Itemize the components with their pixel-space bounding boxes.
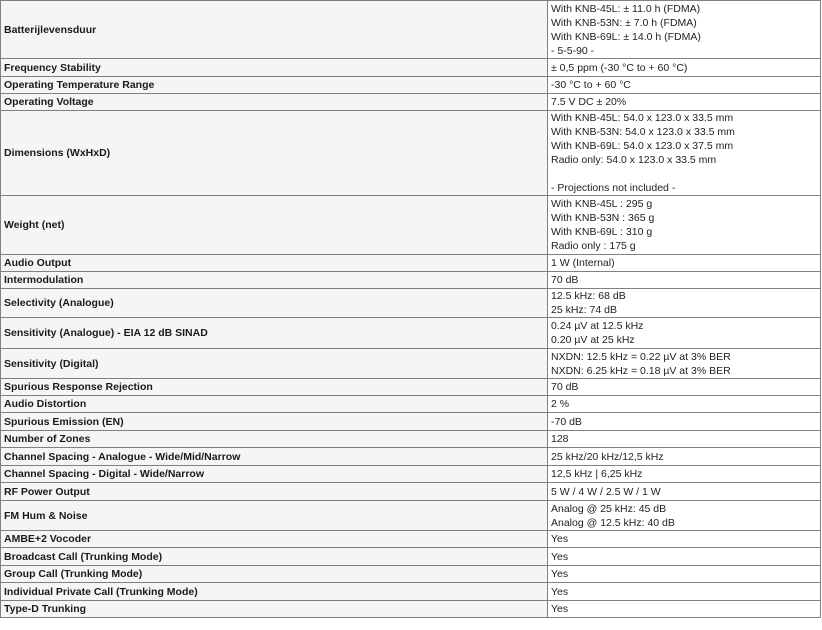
spec-row bbox=[1, 501, 821, 531]
spec-value-line: - Projections not included - bbox=[551, 182, 676, 194]
spec-value-line: ± 0,5 ppm (-30 °C to + 60 °C) bbox=[551, 61, 688, 74]
spec-value bbox=[548, 1, 821, 59]
spec-row bbox=[1, 531, 821, 548]
spec-value-line: 25 kHz: 74 dB bbox=[551, 304, 617, 316]
spec-label: Spurious Emission (EN) bbox=[1, 413, 548, 431]
spec-label: Dimensions (WxHxD) bbox=[1, 111, 548, 196]
spec-value-line: 25 kHz/20 kHz/12,5 kHz bbox=[551, 450, 664, 463]
spec-value-line: Yes bbox=[551, 550, 569, 563]
spec-label: RF Power Output bbox=[1, 483, 548, 501]
spec-value-line: - 5-5-90 - bbox=[551, 44, 595, 57]
spec-value-line: NXDN: 6.25 kHz = 0.18 µV at 3% BER bbox=[551, 364, 731, 377]
spec-value bbox=[548, 396, 821, 413]
spec-value bbox=[548, 196, 821, 255]
spec-row bbox=[1, 1, 821, 59]
spec-row bbox=[1, 94, 821, 111]
spec-row bbox=[1, 566, 821, 583]
spec-label: Group Call (Trunking Mode) bbox=[1, 566, 548, 583]
spec-row bbox=[1, 483, 821, 501]
spec-row bbox=[1, 349, 821, 379]
spec-label: Selectivity (Analogue) bbox=[1, 289, 548, 318]
spec-value-line: With KNB-53N: 54.0 x 123.0 x 33.5 mm bbox=[551, 126, 735, 138]
spec-value-line: With KNB-69L: ± 14.0 h (FDMA) bbox=[551, 30, 701, 43]
spec-value bbox=[548, 548, 821, 566]
spec-row bbox=[1, 466, 821, 483]
spec-value-line: Radio only: 54.0 x 123.0 x 33.5 mm bbox=[551, 154, 717, 166]
spec-value-line: 70 dB bbox=[551, 274, 579, 286]
spec-label: Operating Voltage bbox=[1, 94, 548, 111]
spec-label: Frequency Stability bbox=[1, 59, 548, 77]
spec-value bbox=[548, 483, 821, 501]
spec-row bbox=[1, 548, 821, 566]
spec-value-line: 70 dB bbox=[551, 381, 579, 393]
spec-row bbox=[1, 196, 821, 255]
spec-value bbox=[548, 466, 821, 483]
spec-value bbox=[548, 583, 821, 601]
spec-row bbox=[1, 379, 821, 396]
spec-value-line: -30 °C to + 60 °C bbox=[551, 79, 631, 91]
spec-row bbox=[1, 396, 821, 413]
spec-value-line: Yes bbox=[551, 603, 569, 615]
spec-row bbox=[1, 431, 821, 448]
spec-value-line: 0.24 µV at 12.5 kHz bbox=[551, 320, 644, 332]
spec-value-line: Analog @ 25 kHz: 45 dB bbox=[551, 502, 667, 515]
spec-value-line: Radio only : 175 g bbox=[551, 240, 636, 252]
spec-value-line: Yes bbox=[551, 585, 569, 598]
spec-row bbox=[1, 111, 821, 196]
spec-label: Sensitivity (Digital) bbox=[1, 349, 548, 379]
spec-value-line: -70 dB bbox=[551, 415, 582, 428]
spec-row bbox=[1, 448, 821, 466]
spec-value-line: NXDN: 12.5 kHz = 0.22 µV at 3% BER bbox=[551, 350, 731, 363]
spec-row bbox=[1, 77, 821, 94]
spec-value-line: 7.5 V DC ± 20% bbox=[551, 96, 627, 108]
spec-label: Number of Zones bbox=[1, 431, 548, 448]
spec-value bbox=[548, 59, 821, 77]
spec-value bbox=[548, 318, 821, 349]
spec-value-line: 128 bbox=[551, 433, 569, 445]
spec-row bbox=[1, 59, 821, 77]
spec-value bbox=[548, 289, 821, 318]
spec-label: FM Hum & Noise bbox=[1, 501, 548, 531]
spec-value-line: With KNB-69L : 310 g bbox=[551, 226, 653, 238]
spec-row bbox=[1, 318, 821, 349]
spec-value-line: 0.20 µV at 25 kHz bbox=[551, 334, 635, 346]
spec-value bbox=[548, 111, 821, 196]
spec-label: Intermodulation bbox=[1, 272, 548, 289]
spec-value-line: 1 W (Internal) bbox=[551, 257, 615, 269]
spec-label: Type-D Trunking bbox=[1, 601, 548, 618]
spec-label: Sensitivity (Analogue) - EIA 12 dB SINAD bbox=[1, 318, 548, 349]
spec-value-line: With KNB-45L: ± 11.0 h (FDMA) bbox=[551, 2, 701, 15]
spec-label: AMBE+2 Vocoder bbox=[1, 531, 548, 548]
spec-value bbox=[548, 94, 821, 111]
spec-value-line: With KNB-45L: 54.0 x 123.0 x 33.5 mm bbox=[551, 112, 734, 124]
spec-value-line: Yes bbox=[551, 568, 569, 580]
spec-value-line: Analog @ 12.5 kHz: 40 dB bbox=[551, 516, 675, 529]
specifications-table-body bbox=[1, 1, 821, 618]
spec-label: Batterijlevensduur bbox=[1, 1, 548, 59]
spec-value-line: Yes bbox=[551, 533, 569, 545]
spec-label: Channel Spacing - Analogue - Wide/Mid/Narrow bbox=[1, 448, 548, 466]
spec-value-line: 12.5 kHz: 68 dB bbox=[551, 290, 626, 302]
spec-label: Individual Private Call (Trunking Mode) bbox=[1, 583, 548, 601]
spec-value bbox=[548, 601, 821, 618]
spec-row bbox=[1, 289, 821, 318]
spec-value bbox=[548, 255, 821, 272]
spec-label: Operating Temperature Range bbox=[1, 77, 548, 94]
spec-value bbox=[548, 501, 821, 531]
spec-value-line: With KNB-53N: ± 7.0 h (FDMA) bbox=[551, 16, 697, 29]
spec-value-line bbox=[551, 167, 817, 181]
spec-row bbox=[1, 601, 821, 618]
spec-value bbox=[548, 349, 821, 379]
spec-label: Audio Distortion bbox=[1, 396, 548, 413]
spec-value-line: 12,5 kHz | 6,25 kHz bbox=[551, 468, 643, 480]
spec-label: Spurious Response Rejection bbox=[1, 379, 548, 396]
spec-label: Broadcast Call (Trunking Mode) bbox=[1, 548, 548, 566]
spec-value-line: With KNB-45L : 295 g bbox=[551, 198, 653, 210]
spec-value bbox=[548, 448, 821, 466]
spec-value bbox=[548, 77, 821, 94]
spec-value bbox=[548, 413, 821, 431]
spec-row bbox=[1, 413, 821, 431]
spec-label: Channel Spacing - Digital - Wide/Narrow bbox=[1, 466, 548, 483]
spec-value-line: 2 % bbox=[551, 398, 570, 410]
spec-label: Audio Output bbox=[1, 255, 548, 272]
spec-value bbox=[548, 272, 821, 289]
spec-label: Weight (net) bbox=[1, 196, 548, 255]
spec-value bbox=[548, 431, 821, 448]
spec-value-line: 5 W / 4 W / 2.5 W / 1 W bbox=[551, 485, 661, 498]
spec-value bbox=[548, 531, 821, 548]
spec-value-line: With KNB-53N : 365 g bbox=[551, 212, 655, 224]
spec-row bbox=[1, 255, 821, 272]
spec-row bbox=[1, 583, 821, 601]
spec-value-line: With KNB-69L: 54.0 x 123.0 x 37.5 mm bbox=[551, 140, 734, 152]
spec-row bbox=[1, 272, 821, 289]
spec-value bbox=[548, 379, 821, 396]
spec-value bbox=[548, 566, 821, 583]
